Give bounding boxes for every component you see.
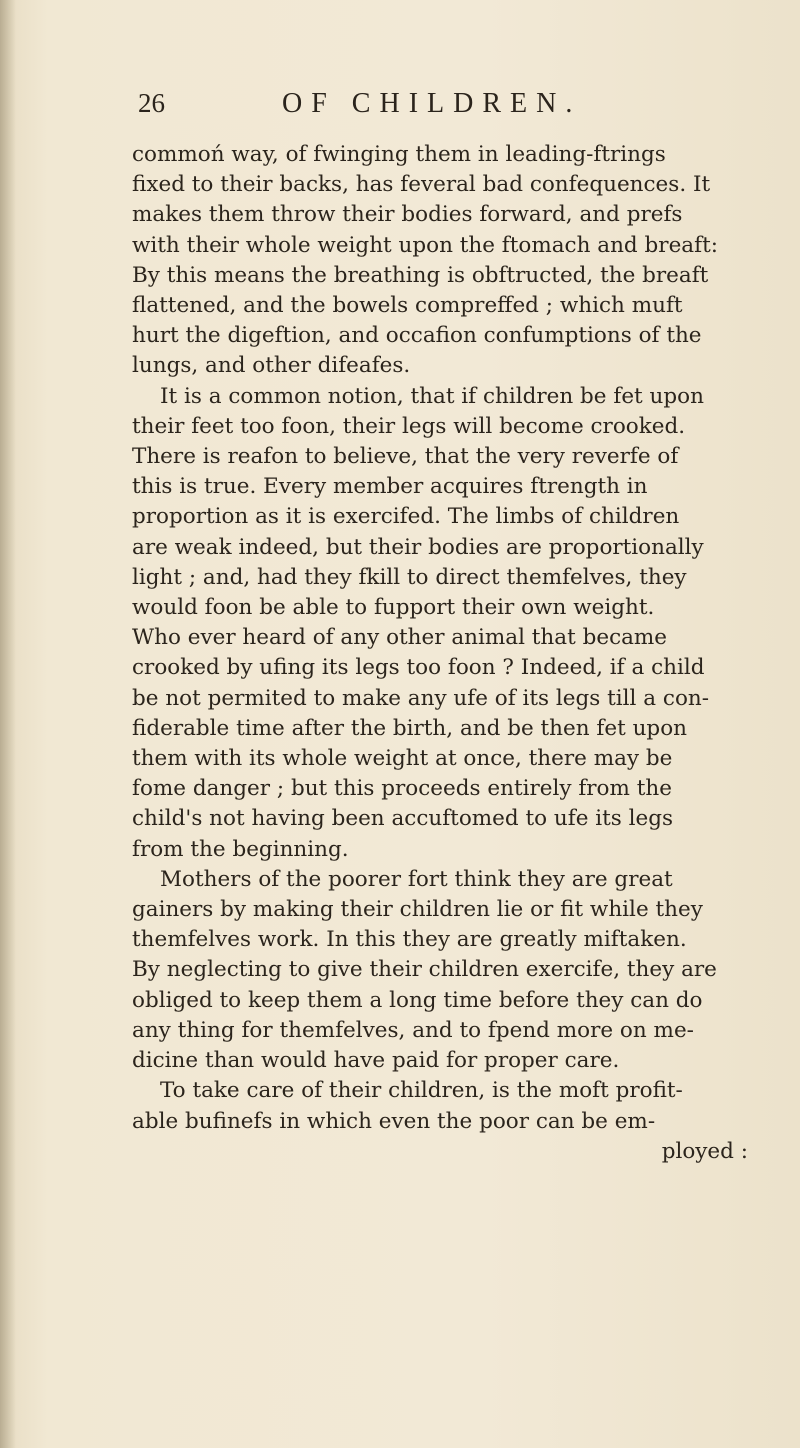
- page-number: 26: [138, 88, 165, 118]
- text-line: be not permited to make any ufe of its legs till a con-: [132, 685, 709, 711]
- text-line: child's not having been accuftomed to ufe its legs: [132, 806, 674, 832]
- text-line: fiderable time after the birth, and be then fet upon: [132, 715, 687, 741]
- catchword: ployed :: [661, 1138, 748, 1164]
- text-line: By this means the breathing is obftructed, the breaft: [132, 262, 709, 288]
- text-line: lungs, and other difeafes.: [132, 353, 411, 379]
- paragraph-start-line: It is a common notion, that if children be fet upon: [160, 383, 704, 409]
- page-edge-shadow: [0, 0, 16, 1448]
- text-line: light ; and, had they fkill to direct themfelves, they: [132, 564, 687, 590]
- paragraph-start-line: Mothers of the poorer fort think they are great: [160, 866, 673, 892]
- text-line: obliged to keep them a long time before they can do: [132, 987, 703, 1013]
- text-line: themfelves work. In this they are greatly miftaken.: [132, 927, 687, 953]
- text-line: By neglecting to give their children exercife, they are: [132, 957, 717, 983]
- text-line: crooked by ufing its legs too foon ? Indeed, if a child: [132, 655, 705, 681]
- book-page: [122, 88, 762, 1167]
- text-line: are weak indeed, but their bodies are proportionally: [132, 534, 704, 560]
- text-line: fixed to their backs, has feveral bad confequences. It: [132, 172, 711, 198]
- text-line: flattened, and the bowels compreffed ; which muft: [132, 293, 683, 319]
- text-line: There is reafon to believe, that the very reverfe of: [132, 444, 679, 470]
- text-line: commoń way, of fwinging them in leading-ftrings: [132, 142, 666, 167]
- running-title: OF CHILDREN.: [282, 88, 582, 119]
- text-line: would foon be able to fupport their own weight.: [132, 595, 655, 621]
- text-line: with their whole weight upon the ftomach and breaft:: [132, 232, 718, 258]
- text-line: able bufinefs in which even the poor can be em-: [132, 1108, 656, 1134]
- text-line: hurt the digeftion, and occafion confumptions of the: [132, 323, 702, 349]
- text-line: from the beginning.: [132, 836, 349, 862]
- text-line: makes them throw their bodies forward, and prefs: [132, 202, 683, 228]
- text-line: proportion as it is exercifed. The limbs of children: [132, 504, 680, 530]
- running-head: [122, 88, 762, 132]
- text-line: any thing for themfelves, and to fpend more on me-: [132, 1017, 694, 1043]
- text-line: this is true. Every member acquires ftrength in: [132, 474, 648, 500]
- paragraph-start-line: To take care of their children, is the moft profit-: [160, 1078, 683, 1104]
- text-line: dicine than would have paid for proper care.: [132, 1048, 620, 1074]
- text-line: gainers by making their children lie or fit while they: [132, 897, 703, 923]
- text-line: them with its whole weight at once, there may be: [132, 746, 673, 772]
- text-line: Who ever heard of any other animal that became: [132, 625, 668, 651]
- body-text: [122, 140, 762, 1167]
- text-line: fome danger ; but this proceeds entirely from the: [132, 776, 672, 802]
- text-line: their feet too foon, their legs will become crooked.: [132, 413, 686, 439]
